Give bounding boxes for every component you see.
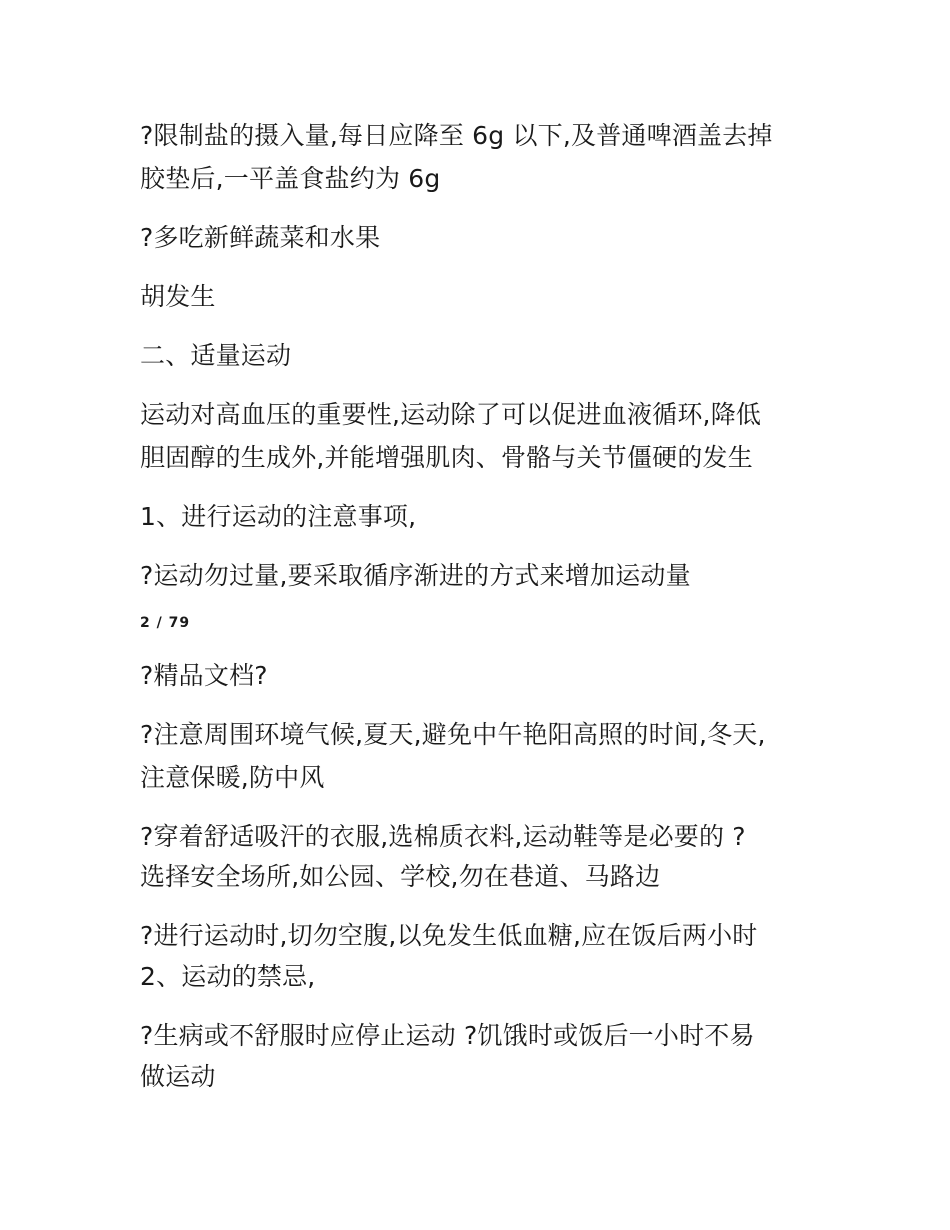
text-line-location: 选择安全场所,如公园、学校,勿在巷道、马路边	[140, 862, 661, 891]
text-line-exercise-importance-cont: 胆固醇的生成外,并能增强肌肉、骨骼与关节僵硬的发生	[140, 443, 753, 472]
text-line-exercise-amount: ?运动勿过量,要采取循序渐进的方式来增加运动量	[140, 561, 691, 590]
subheading-exercise-taboos: 2、运动的禁忌,	[140, 962, 316, 991]
text-line-salt-limit-cont: 胶垫后,一平盖食盐约为 6g	[140, 164, 441, 193]
text-line-empty-stomach: ?进行运动时,切勿空腹,以免发生低血糖,应在饭后两小时	[140, 921, 758, 950]
text-line-fragment: 胡发生	[140, 282, 216, 311]
watermark-text: ?精品文档?	[140, 661, 268, 690]
page-number: 2 / 79	[140, 615, 191, 631]
text-line-climate-cont: 注意保暖,防中风	[140, 763, 325, 792]
text-line-clothing: ?穿着舒适吸汗的衣服,选棉质衣料,运动鞋等是必要的 ?	[140, 822, 746, 851]
text-line-sick-stop-cont: 做运动	[140, 1062, 216, 1091]
text-line-climate: ?注意周围环境气候,夏天,避免中午艳阳高照的时间,冬天,	[140, 720, 766, 749]
text-line-salt-limit: ?限制盐的摄入量,每日应降至 6g 以下,及普通啤酒盖去掉	[140, 121, 773, 150]
text-line-sick-stop: ?生病或不舒服时应停止运动 ?饥饿时或饭后一小时不易	[140, 1021, 755, 1050]
text-line-vegetables: ?多吃新鲜蔬菜和水果	[140, 223, 381, 252]
section-heading-exercise: 二、适量运动	[140, 341, 292, 370]
text-line-exercise-importance: 运动对高血压的重要性,运动除了可以促进血液循环,降低	[140, 400, 762, 429]
subheading-exercise-notes: 1、进行运动的注意事项,	[140, 502, 417, 531]
